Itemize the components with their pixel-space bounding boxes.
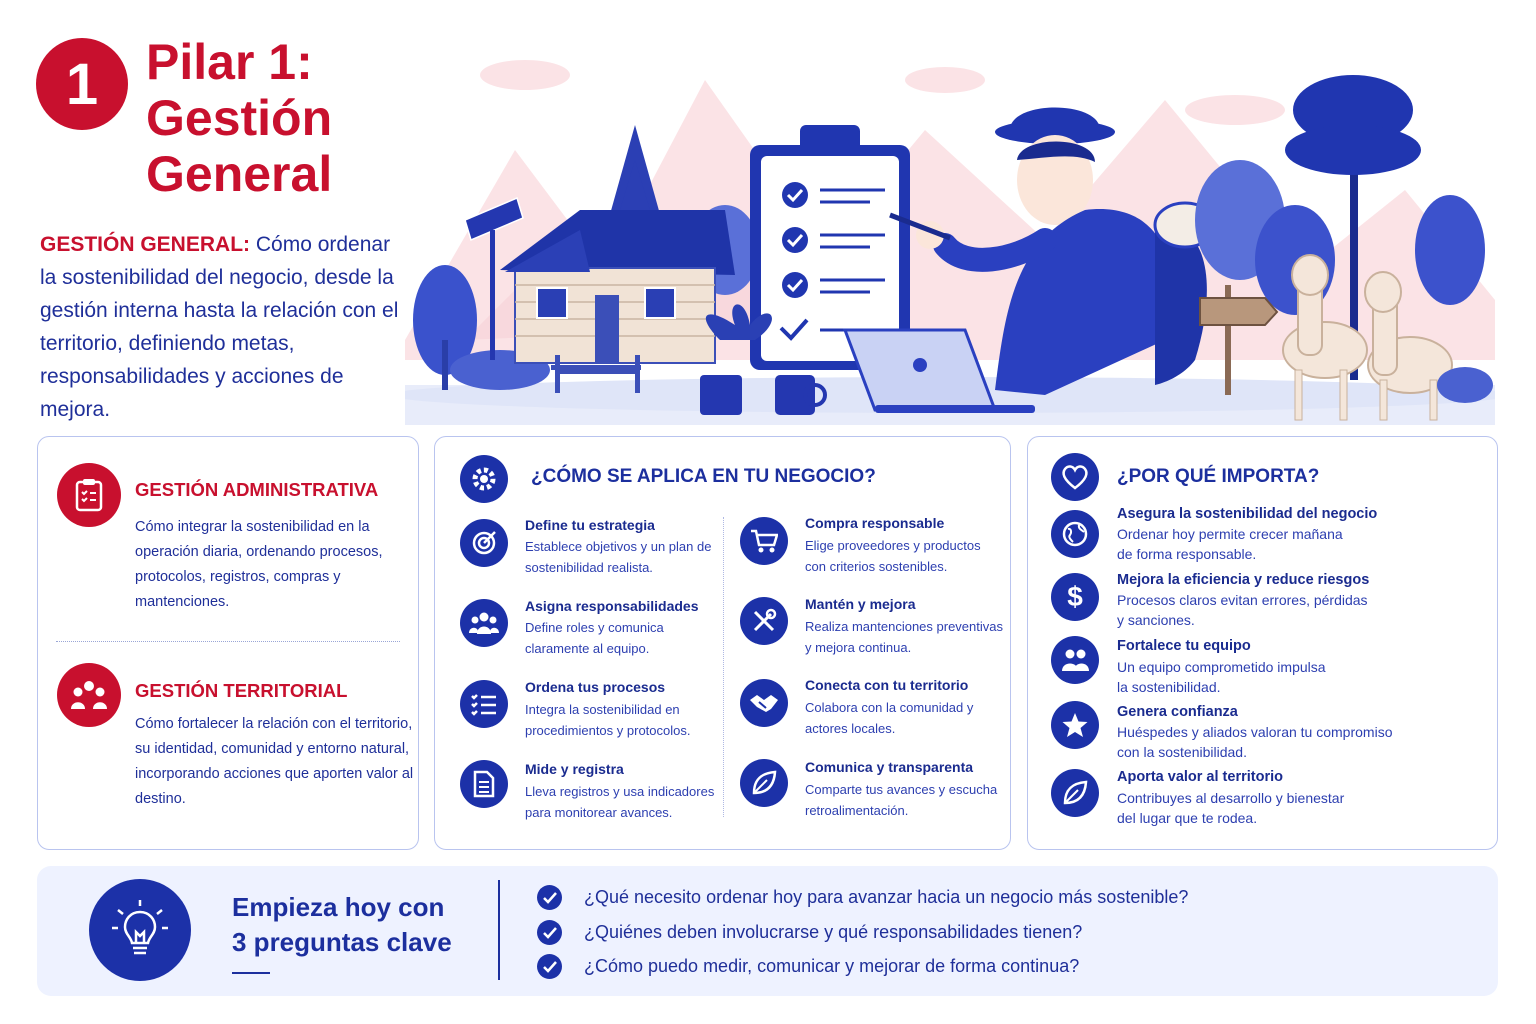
item-text: Define roles y comunica claramente al equipo. [525, 620, 664, 656]
globe-icon [1051, 510, 1099, 558]
territorial-management-title: GESTIÓN TERRITORIAL [135, 680, 348, 701]
item-title: Conecta con tu territorio [805, 677, 969, 693]
lightbulb-icon [89, 879, 191, 981]
admin-management-title: GESTIÓN ADMINISTRATIVA [135, 479, 379, 500]
why-it-matters-title: ¿POR QUÉ IMPORTA? [1117, 466, 1320, 487]
question-text: ¿Quiénes deben involucrarse y qué responsabilidades tienen? [584, 922, 1083, 942]
list-icon [460, 680, 508, 728]
check-circle-icon [537, 885, 562, 910]
question-item [537, 954, 1079, 979]
document-icon [460, 760, 508, 808]
heart-icon [1051, 453, 1099, 501]
reason-text [1117, 591, 1457, 630]
how-to-apply-title: ¿CÓMO SE APLICA EN TU NEGOCIO? [531, 466, 876, 487]
intro-text: Cómo ordenar la sostenibilidad del negocio, desde la gestión interna hasta la relación con el territorio, definiendo metas, responsabilidades y acciones de mejora. [40, 233, 399, 421]
item-title: Mide y registra [525, 761, 624, 777]
question-text: ¿Cómo puedo medir, comunicar y mejorar de forma continua? [584, 956, 1080, 976]
intro-lead: GESTIÓN GENERAL: [40, 233, 251, 256]
question-item [537, 920, 1082, 945]
reason-text [1117, 658, 1457, 697]
leaf-icon [740, 759, 788, 807]
question-item [537, 885, 1188, 910]
key-questions-banner [37, 866, 1498, 996]
item-text: Comparte tus avances y escucha retroalimentación. [805, 782, 998, 818]
item-text: Colabora con la comunidad y actores locales. [805, 700, 974, 736]
item-title: Comunica y transparenta [805, 759, 974, 775]
item-title: Define tu estrategia [525, 517, 655, 533]
title-line-3: General [146, 146, 333, 202]
team-icon [460, 599, 508, 647]
item-title: Compra responsable [805, 515, 945, 531]
reason-text-line: de forma responsable. [1117, 545, 1257, 562]
clipboard-icon [57, 463, 121, 527]
check-circle-icon [537, 954, 562, 979]
why-it-matters-card [1027, 436, 1498, 850]
team-icon [1051, 636, 1099, 684]
item-title: Mantén y mejora [805, 596, 916, 612]
page-title [146, 34, 332, 202]
star-icon [1051, 701, 1099, 749]
gear-icon [460, 455, 508, 503]
management-types-card [37, 436, 419, 850]
title-line-1: Pilar 1: [146, 34, 313, 90]
column-divider [723, 517, 724, 817]
reason-text-line: la sostenibilidad. [1117, 678, 1221, 695]
reason-title: Aporta valor al territorio [1117, 769, 1283, 785]
item-title: Asigna responsabilidades [525, 598, 699, 614]
how-to-apply-card [434, 436, 1011, 850]
footer-title-line-2: 3 preguntas clave [232, 927, 452, 957]
item-text: Elige proveedores y productos con criterios sostenibles. [805, 538, 981, 574]
footer-divider [498, 880, 500, 980]
reason-title: Mejora la eficiencia y reduce riesgos [1117, 572, 1370, 588]
item-text: Realiza mantenciones preventivas y mejora continua. [805, 619, 1003, 655]
reason-text [1117, 525, 1457, 564]
item-text: Establece objetivos y un plan de sostenibilidad realista. [525, 539, 712, 575]
check-circle-icon [537, 920, 562, 945]
community-icon [57, 663, 121, 727]
hero-illustration [405, 40, 1495, 425]
footer-title [232, 890, 452, 960]
leaf-icon [1051, 769, 1099, 817]
reason-text-line: Un equipo comprometido impulsa [1117, 659, 1326, 675]
item-text: Integra la sostenibilidad en procedimientos y protocolos. [525, 702, 691, 738]
admin-management-text: Cómo integrar la sostenibilidad en la operación diaria, ordenando procesos, protocolos, registros, compras y mantenciones. [135, 519, 383, 610]
reason-text-line: con la sostenibilidad. [1117, 743, 1247, 760]
reason-text-line: y sanciones. [1117, 611, 1195, 628]
reason-text [1117, 723, 1457, 762]
question-text: ¿Qué necesito ordenar hoy para avanzar hacia un negocio más sostenible? [584, 887, 1189, 907]
item-title: Ordena tus procesos [525, 679, 666, 695]
title-underline [232, 972, 270, 974]
reason-title: Genera confianza [1117, 704, 1238, 720]
intro-paragraph [40, 228, 410, 426]
title-line-2: Gestión [146, 90, 333, 146]
reason-text-line: Huéspedes y aliados valoran tu compromiso [1117, 724, 1393, 740]
reason-text-line: Contribuyes al desarrollo y bienestar [1117, 790, 1345, 806]
reason-title: Asegura la sostenibilidad del negocio [1117, 506, 1378, 522]
reason-text-line: Ordenar hoy permite crecer mañana [1117, 526, 1343, 542]
divider [56, 641, 400, 642]
item-text: Lleva registros y usa indicadores para monitorear avances. [525, 784, 715, 820]
reason-text-line: del lugar que te rodea. [1117, 809, 1258, 826]
cart-icon [740, 517, 788, 565]
reason-title: Fortalece tu equipo [1117, 638, 1251, 654]
handshake-icon [740, 679, 788, 727]
reason-text-line: Procesos claros evitan errores, pérdidas [1117, 592, 1368, 608]
dollar-icon: $ [1051, 573, 1099, 621]
reason-text [1117, 789, 1457, 828]
pillar-number-badge: 1 [36, 38, 128, 130]
territorial-management-text: Cómo fortalecer la relación con el territorio, su identidad, comunidad y entorno natural, incorporando acciones que aporten valor al destino. [135, 716, 414, 807]
target-icon [460, 519, 508, 567]
footer-title-line-1: Empieza hoy con [232, 892, 445, 922]
tools-icon [740, 597, 788, 645]
